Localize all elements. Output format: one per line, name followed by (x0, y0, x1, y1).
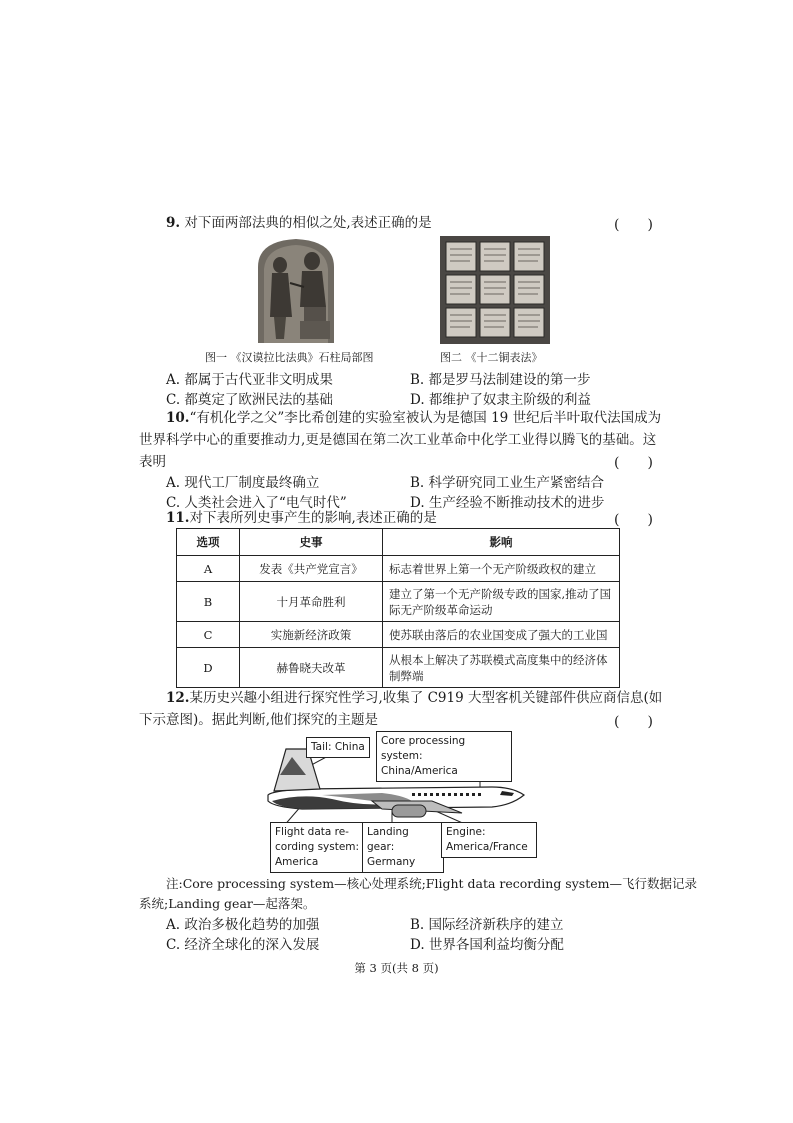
flight-data-label-line1: Flight data re- (275, 826, 349, 838)
q10-option-a[interactable]: A. 现代工厂制度最终确立 (166, 475, 320, 491)
q9-answer-paren[interactable]: ( ) (614, 217, 653, 233)
q11-stem (166, 507, 437, 529)
table-header-impact: 影响 (383, 529, 620, 556)
q12-stem-line2: 下示意图)。据此判断,他们探究的主题是 (139, 712, 379, 728)
landing-gear-label-line2: Germany (367, 856, 416, 868)
flight-data-label-line3: America (275, 856, 319, 868)
q9-stem (166, 212, 432, 234)
q10-stem-line3: 表明 (139, 454, 166, 470)
table-cell-event: 发表《共产党宣言》 (240, 556, 383, 582)
q9-option-b[interactable]: B. 都是罗马法制建设的第一步 (410, 372, 591, 388)
q10-number: 10. (166, 410, 190, 426)
q10-option-d[interactable]: D. 生产经验不断推动技术的进步 (410, 495, 605, 511)
q11-text: 对下表所列史事产生的影响,表述正确的是 (189, 510, 437, 526)
core-processing-label-box (376, 731, 512, 782)
q12-option-b[interactable]: B. 国际经济新秩序的建立 (410, 917, 564, 933)
q10-stem-line1 (166, 407, 661, 429)
hammurabi-stele-image (250, 237, 342, 343)
table-cell-option: B (177, 582, 240, 622)
q12-text-1: 某历史兴趣小组进行探究性学习,收集了 C919 大型客机关键部件供应商信息(如 (189, 690, 663, 706)
q12-answer-paren[interactable]: ( ) (614, 714, 653, 730)
table-row (177, 622, 620, 648)
table-cell-event: 十月革命胜利 (240, 582, 383, 622)
flight-data-label-line2: cording system: (275, 841, 360, 853)
table-cell-option: A (177, 556, 240, 582)
q10-stem-line2: 世界科学中心的重要推动力,更是德国在第二次工业革命中化学工业得以腾飞的基础。这 (139, 432, 657, 448)
q11-history-table (176, 528, 620, 688)
table-cell-impact: 建立了第一个无产阶级专政的国家,推动了国际无产阶级革命运动 (383, 582, 620, 622)
q9-number: 9. (166, 215, 181, 231)
flight-data-label-box (270, 822, 366, 873)
q9-option-c[interactable]: C. 都奠定了欧洲民法的基础 (166, 392, 333, 408)
engine-label-line1: Engine: (446, 826, 486, 838)
table-cell-option: C (177, 622, 240, 648)
table-cell-impact: 从根本上解决了苏联模式高度集中的经济体制弊端 (383, 648, 620, 688)
table-cell-option: D (177, 648, 240, 688)
q12-option-a[interactable]: A. 政治多极化趋势的加强 (166, 917, 320, 933)
table-cell-event: 实施新经济政策 (240, 622, 383, 648)
q9-figure1-caption: 图一 《汉谟拉比法典》石柱局部图 (205, 351, 374, 364)
tail-label: Tail: China (311, 741, 365, 753)
q12-option-c[interactable]: C. 经济全球化的深入发展 (166, 937, 320, 953)
table-cell-impact: 标志着世界上第一个无产阶级政权的建立 (383, 556, 620, 582)
q12-option-d[interactable]: D. 世界各国利益均衡分配 (410, 937, 564, 953)
table-header-row (177, 529, 620, 556)
table-cell-event: 赫鲁晓夫改革 (240, 648, 383, 688)
twelve-tables-image (440, 236, 550, 344)
q10-text-1: “有机化学之父”李比希创建的实验室被认为是德国 19 世纪后半叶取代法国成为 (189, 410, 662, 426)
q12-stem-line1 (166, 687, 662, 709)
engine-label-box (441, 822, 537, 858)
q12-note-line1: 注:Core processing system—核心处理系统;Flight data recording system—飞行数据记录 (166, 876, 697, 891)
q12-number: 12. (166, 690, 190, 706)
table-cell-impact: 使苏联由落后的农业国变成了强大的工业国 (383, 622, 620, 648)
q9-option-a[interactable]: A. 都属于古代亚非文明成果 (166, 372, 333, 388)
landing-gear-label-box (362, 822, 444, 873)
tail-label-box (306, 737, 370, 758)
table-header-option: 选项 (177, 529, 240, 556)
table-row (177, 556, 620, 582)
q10-option-c[interactable]: C. 人类社会进入了“电气时代” (166, 495, 347, 511)
engine-label-line2: America/France (446, 841, 528, 853)
q10-option-b[interactable]: B. 科学研究同工业生产紧密结合 (410, 475, 605, 491)
q11-number: 11. (166, 510, 190, 526)
q10-answer-paren[interactable]: ( ) (614, 455, 653, 471)
core-processing-label-line2: China/America (381, 765, 458, 777)
core-processing-label-line1: Core processing system: (381, 735, 466, 762)
landing-gear-label-line1: Landing gear: (367, 826, 409, 853)
table-header-event: 史事 (240, 529, 383, 556)
q11-answer-paren[interactable]: ( ) (614, 512, 653, 528)
page-footer: 第 3 页(共 8 页) (354, 961, 439, 975)
q9-figure2-caption: 图二 《十二铜表法》 (440, 351, 543, 364)
table-row (177, 582, 620, 622)
table-row (177, 648, 620, 688)
q9-text: 对下面两部法典的相似之处,表述正确的是 (184, 215, 432, 231)
q9-option-d[interactable]: D. 都维护了奴隶主阶级的利益 (410, 392, 591, 408)
q12-note-line2: 系统;Landing gear—起落架。 (139, 896, 316, 911)
